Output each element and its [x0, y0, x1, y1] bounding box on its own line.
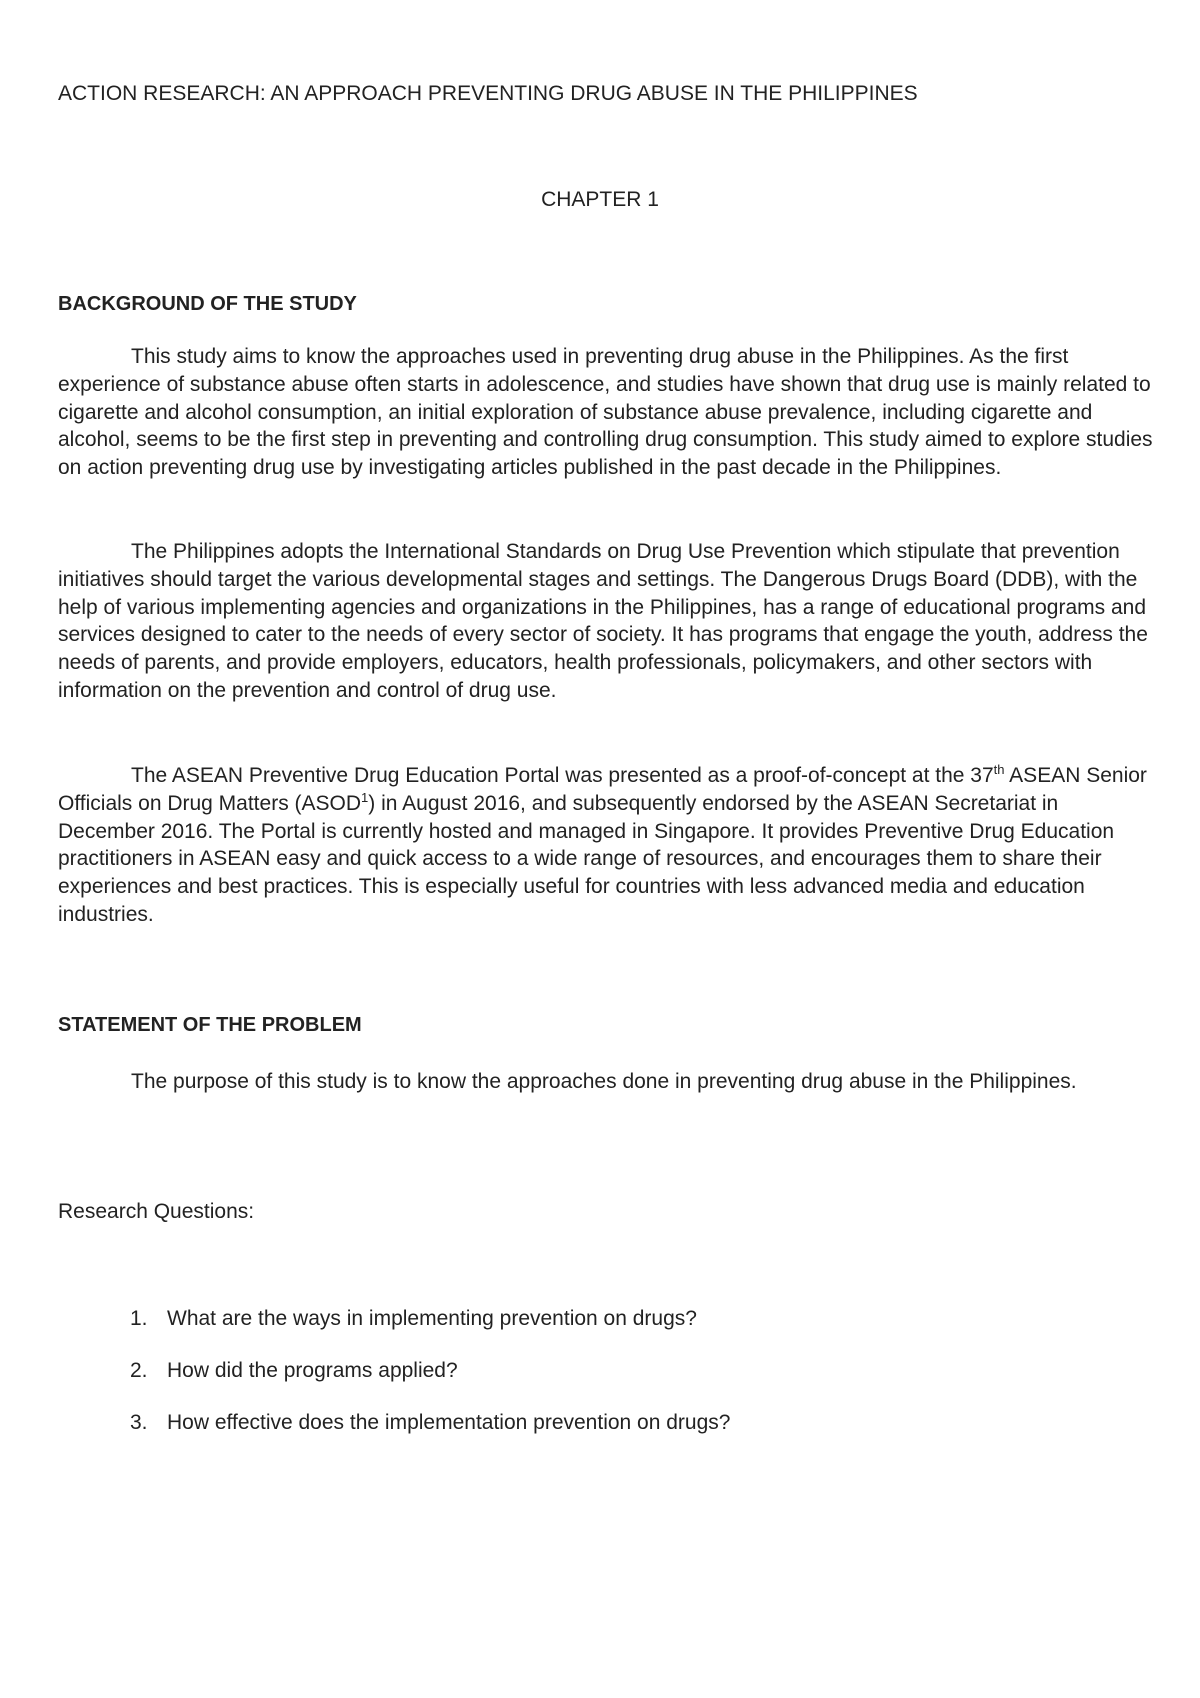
paragraph-3-text-part-2: ASEAN Senior Officials on Drug Matters (ASOD: [58, 764, 1147, 815]
background-paragraph-3: [58, 762, 1158, 929]
question-number: 2.: [130, 1359, 148, 1382]
ordinal-superscript: th: [993, 762, 1005, 777]
question-text: How effective does the implementation prevention on drugs?: [167, 1411, 731, 1434]
background-heading: BACKGROUND OF THE STUDY: [58, 293, 357, 315]
document-title: ACTION RESEARCH: AN APPROACH PREVENTING DRUG ABUSE IN THE PHILIPPINES: [58, 82, 918, 105]
question-number: 3.: [130, 1411, 148, 1434]
paragraph-3-text-part-1: The ASEAN Preventive Drug Education Portal was presented as a proof-of-concept at the 37: [131, 764, 994, 787]
question-text: How did the programs applied?: [167, 1359, 458, 1382]
chapter-label: CHAPTER 1: [541, 188, 659, 211]
problem-heading: STATEMENT OF THE PROBLEM: [58, 1014, 362, 1036]
question-text: What are the ways in implementing prevention on drugs?: [167, 1307, 697, 1330]
background-paragraph-1: This study aims to know the approaches used in preventing drug abuse in the Philippines. As the first experience of substance abuse often starts in adolescence, and studies have shown that drug use is mainly related to cigarette and alcohol consumption, an initial exploration of substance abuse prevalence, including cigarette and alcohol, seems to be the first step in preventing and controlling drug consumption. This study aimed to explore studies on action preventing drug use by investigating articles published in the past decade in the Philippines.: [58, 345, 1153, 480]
background-paragraph-2: The Philippines adopts the International Standards on Drug Use Prevention which stipulate that prevention initiatives should target the various developmental stages and settings. The Dangerous Drugs Board (DDB), with the help of various implementing agencies and organizations in the Philippines, has a range of educational programs and services designed to cater to the needs of every sector of society. It has programs that engage the youth, address the needs of parents, and provide employers, educators, health professionals, policymakers, and other sectors with information on the prevention and control of drug use.: [58, 540, 1148, 702]
research-questions-label: Research Questions:: [58, 1200, 255, 1223]
question-number: 1.: [130, 1307, 148, 1330]
paragraph-3-text-part-3: ) in August 2016, and subsequently endorsed by the ASEAN Secretariat in December 2016. The Portal is currently hosted and managed in Singapore. It provides Preventive Drug Education practitioners in ASEAN easy and quick access to a wide range of resources, and encourages them to share their experiences and best practices. This is especially useful for countries with less advanced media and education industries.: [58, 791, 1115, 926]
problem-paragraph: The purpose of this study is to know the approaches done in preventing drug abuse in the Philippines.: [131, 1070, 1077, 1093]
footnote-superscript: 1: [361, 789, 369, 805]
